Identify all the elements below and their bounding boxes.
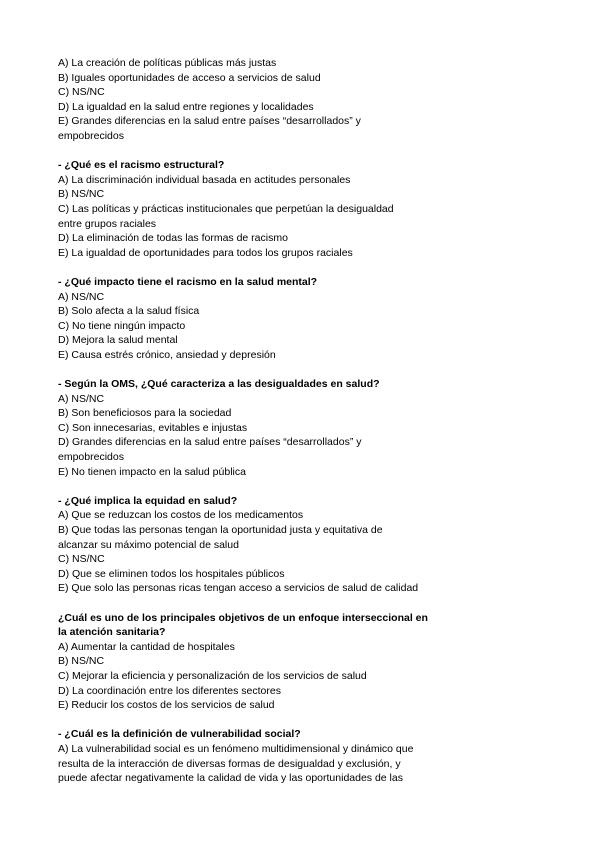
answer-option: empobrecidos bbox=[58, 129, 124, 142]
answer-option: E) Causa estrés crónico, ansiedad y depresión bbox=[58, 348, 276, 361]
answer-option: E) No tienen impacto en la salud pública bbox=[58, 465, 246, 478]
answer-option: A) NS/NC bbox=[58, 392, 105, 405]
question-block bbox=[58, 56, 458, 144]
answer-option: A) NS/NC bbox=[58, 290, 105, 303]
answer-option: D) Que se eliminen todos los hospitales públicos bbox=[58, 567, 285, 580]
question-block bbox=[58, 727, 458, 785]
answer-option: B) NS/NC bbox=[58, 188, 105, 201]
answer-option: B) Son beneficiosos para la sociedad bbox=[58, 407, 232, 420]
answer-option: A) Que se reduzcan los costos de los medicamentos bbox=[58, 509, 304, 522]
answer-option: B) Iguales oportunidades de acceso a servicios de salud bbox=[58, 71, 321, 84]
question-text: - ¿Qué impacto tiene el racismo en la salud mental? bbox=[58, 275, 318, 288]
answer-option: E) Grandes diferencias en la salud entre países “desarrollados” y bbox=[58, 115, 361, 128]
answer-option: D) Mejora la salud mental bbox=[58, 334, 178, 347]
answer-option: resulta de la interacción de diversas formas de desigualdad y exclusión, y bbox=[58, 757, 401, 770]
question-text: - ¿Qué implica la equidad en salud? bbox=[58, 494, 238, 507]
answer-option: A) La discriminación individual basada en actitudes personales bbox=[58, 173, 351, 186]
answer-option: E) Que solo las personas ricas tengan acceso a servicios de salud de calidad bbox=[58, 582, 419, 595]
answer-option: C) Mejorar la eficiencia y personalización de los servicios de salud bbox=[58, 669, 367, 682]
answer-option: C) NS/NC bbox=[58, 86, 105, 99]
question-block bbox=[58, 611, 458, 713]
answer-option: B) NS/NC bbox=[58, 655, 105, 668]
answer-option: A) La creación de políticas públicas más justas bbox=[58, 57, 277, 69]
answer-option: D) La eliminación de todas las formas de racismo bbox=[58, 232, 288, 245]
answer-option: D) Grandes diferencias en la salud entre países “desarrollados” y bbox=[58, 436, 362, 449]
question-block bbox=[58, 158, 458, 260]
answer-option: entre grupos raciales bbox=[58, 217, 157, 230]
answer-option: empobrecidos bbox=[58, 451, 124, 464]
answer-option: C) Son innecesarias, evitables e injustas bbox=[58, 421, 248, 434]
answer-option: puede afectar negativamente la calidad de vida y las oportunidades de las bbox=[58, 772, 403, 785]
answer-option: A) La vulnerabilidad social es un fenómeno multidimensional y dinámico que bbox=[58, 742, 414, 755]
answer-option: E) La igualdad de oportunidades para todos los grupos raciales bbox=[58, 246, 353, 259]
answer-option: B) Que todas las personas tengan la oportunidad justa y equitativa de bbox=[58, 524, 383, 536]
answer-option: C) No tiene ningún impacto bbox=[58, 319, 186, 332]
question-text: la atención sanitaria? bbox=[58, 626, 166, 639]
question-text: - Según la OMS, ¿Qué caracteriza a las desigualdades en salud? bbox=[58, 378, 380, 391]
answer-option: D) La coordinación entre los diferentes sectores bbox=[58, 684, 281, 697]
answer-option: B) Solo afecta a la salud física bbox=[58, 305, 200, 318]
document-body bbox=[58, 56, 458, 800]
question-text: ¿Cuál es uno de los principales objetivos de un enfoque interseccional en bbox=[58, 611, 428, 624]
answer-option: alcanzar su máximo potencial de salud bbox=[58, 538, 239, 551]
question-text: - ¿Cuál es la definición de vulnerabilidad social? bbox=[58, 728, 301, 741]
answer-option: D) La igualdad en la salud entre regiones y localidades bbox=[58, 100, 314, 113]
question-block bbox=[58, 377, 458, 479]
question-block bbox=[58, 275, 458, 363]
question-text: - ¿Qué es el racismo estructural? bbox=[58, 159, 225, 172]
answer-option: E) Reducir los costos de los servicios de salud bbox=[58, 699, 275, 712]
answer-option: C) Las políticas y prácticas institucionales que perpetúan la desigualdad bbox=[58, 202, 394, 215]
answer-option: C) NS/NC bbox=[58, 553, 105, 566]
answer-option: A) Aumentar la cantidad de hospitales bbox=[58, 640, 235, 653]
question-block bbox=[58, 494, 458, 596]
